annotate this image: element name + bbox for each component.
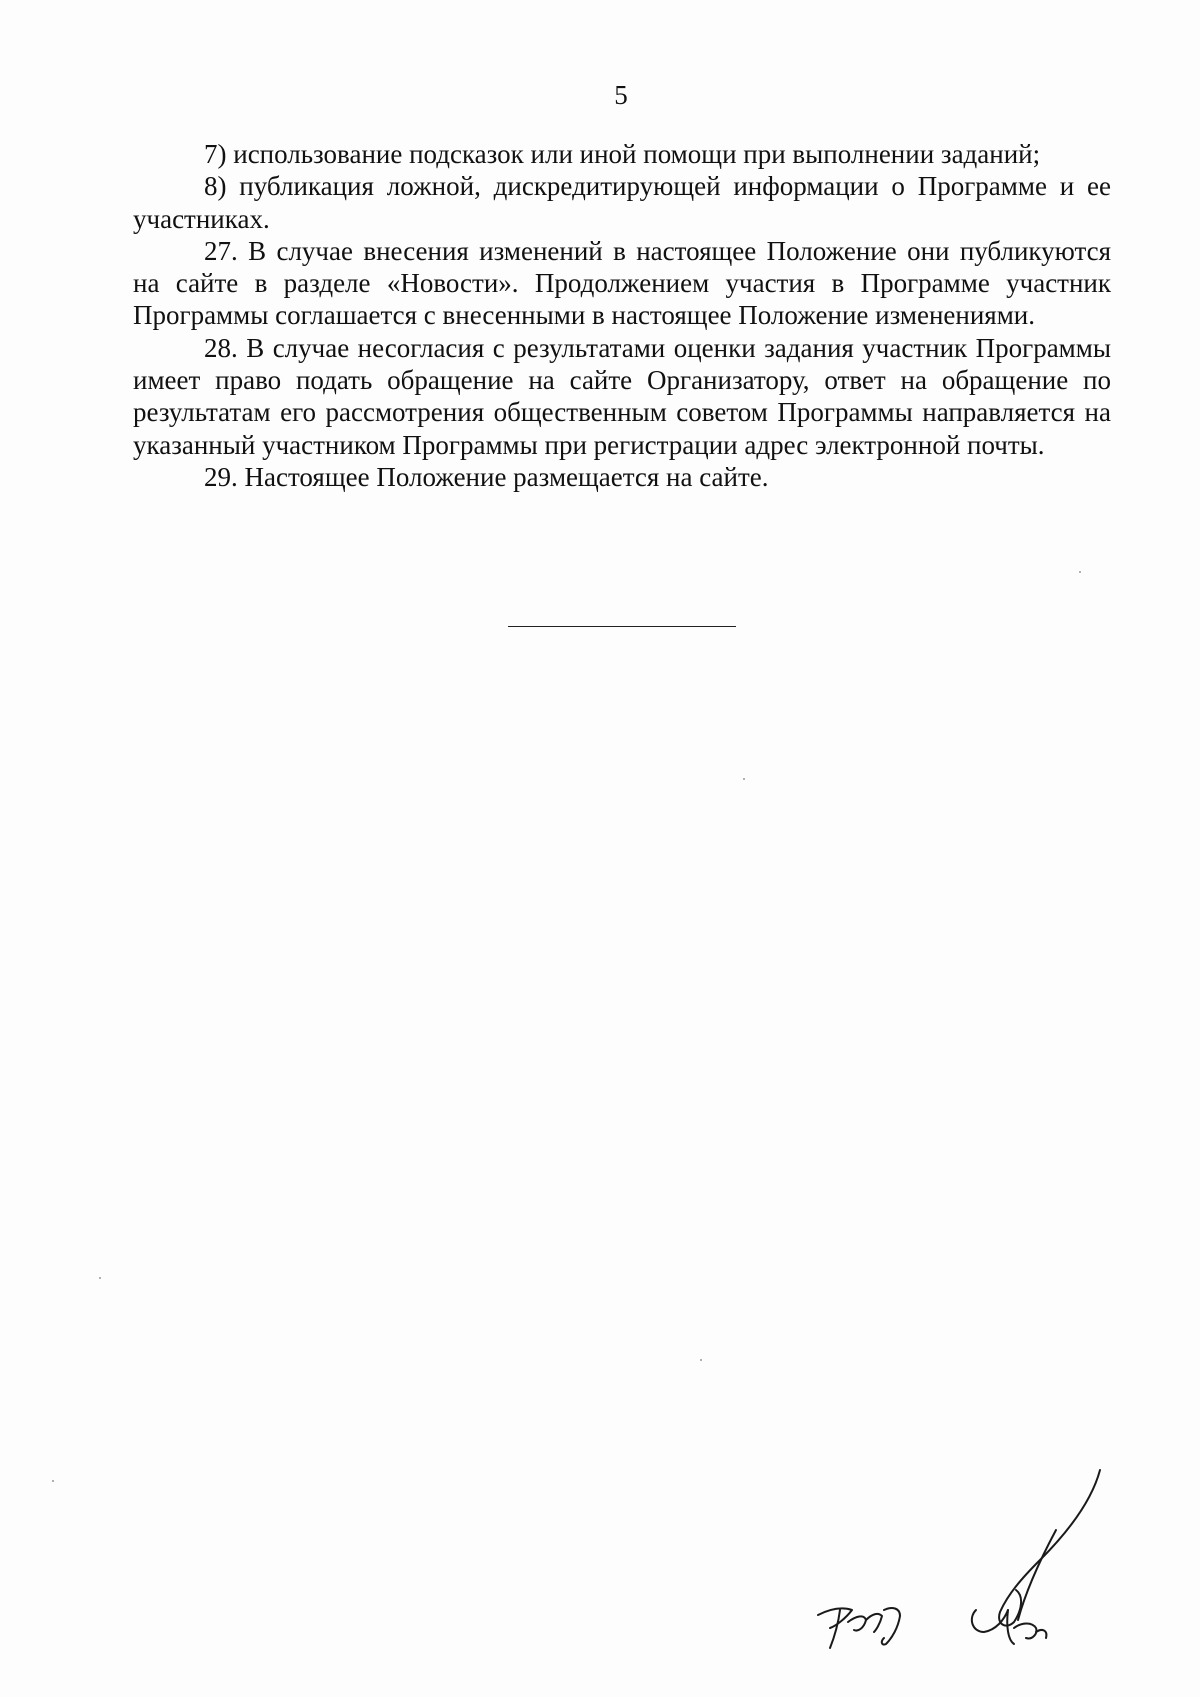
end-separator-line [508, 626, 736, 627]
paragraph-item-8: 8) публикация ложной, дискредитирующей информации о Программе и ее участниках. [133, 171, 1111, 234]
paragraph-27: 27. В случае внесения изменений в настоящее Положение они публикуются на сайте в разделе «Новости». Продолжением участия в Программе участник Программы соглашается с внесенными в настоящее Положение изменениями. [133, 235, 1111, 331]
body-text [133, 138, 1111, 493]
paragraph-28: 28. В случае несогласия с результатами оценки задания участник Программы имеет право подать обращение на сайте Организатору, ответ на обращение по результатам его рассмотрения общественным советом Программы направляется на указанный участником Программы при регистрации адрес электронной почты. [133, 332, 1111, 460]
scan-speck [52, 1480, 54, 1482]
scan-speck [700, 1359, 702, 1361]
paragraph-29: 29. Настоящее Положение размещается на сайте. [204, 461, 769, 492]
scan-speck [743, 778, 745, 780]
page-number: 5 [614, 80, 628, 110]
scan-speck [1079, 571, 1081, 573]
scan-speck [99, 1277, 101, 1279]
paragraph-item-7: 7) использование подсказок или иной помощи при выполнении заданий; [204, 139, 1041, 169]
handwritten-signature [800, 1460, 1130, 1650]
